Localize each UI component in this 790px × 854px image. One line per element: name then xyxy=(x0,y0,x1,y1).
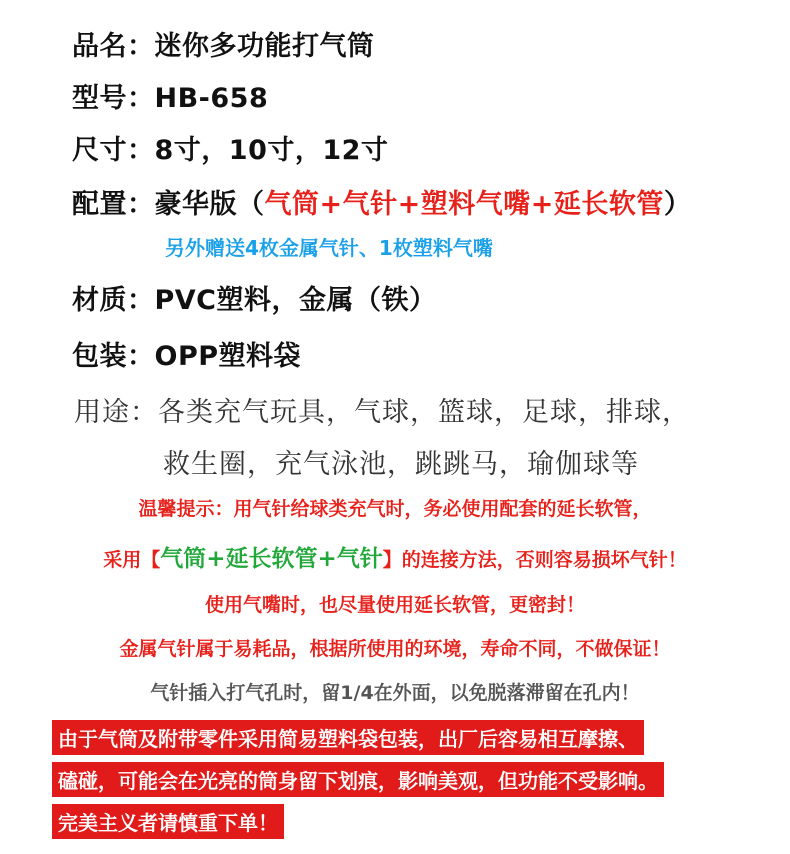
spec-config-close-paren: ） xyxy=(663,189,692,220)
spec-model-label: 型号： xyxy=(72,83,155,114)
spec-model xyxy=(72,76,268,115)
notice-line-2-highlight: 气筒+延长软管+气针 xyxy=(160,546,383,572)
warning-banner-1: 由于气筒及附带零件采用简易塑料袋包装，出厂后容易相互摩擦、 xyxy=(52,720,644,755)
spec-material-value: PVC塑料，金属（铁） xyxy=(154,285,437,316)
spec-material xyxy=(72,278,437,317)
spec-size xyxy=(72,128,388,167)
spec-usage-value-2: 救生圈，充气泳池，跳跳马，瑜伽球等 xyxy=(163,449,639,480)
notice-line-1: 温馨提示：用气针给球类充气时，务必使用配套的延长软管， xyxy=(138,498,652,520)
notice-line-4: 金属气针属于易耗品，根据所使用的环境，寿命不同，不做保证！ xyxy=(119,638,671,660)
spec-size-label: 尺寸： xyxy=(72,135,155,166)
spec-name xyxy=(72,24,375,63)
spec-packaging xyxy=(72,334,301,373)
notice-line-2-pre: 采用【 xyxy=(103,549,161,571)
spec-config-label: 配置： xyxy=(72,189,155,220)
spec-material-label: 材质： xyxy=(72,285,155,316)
spec-usage-line1 xyxy=(74,390,690,429)
spec-config-bonus: 另外赠送4枚金属气针、1枚塑料气嘴 xyxy=(165,236,493,260)
spec-config-open-paren: （ xyxy=(237,189,265,220)
spec-usage-label: 用途： xyxy=(74,397,158,428)
spec-size-value: 8寸，10寸，12寸 xyxy=(154,135,389,166)
notice-line-5: 气针插入打气孔时，留1/4在外面，以免脱落滞留在孔内！ xyxy=(150,682,640,704)
spec-config-parts: 气筒+气针+塑料气嘴+延长软管 xyxy=(264,189,664,220)
warning-banner-3: 完美主义者请慎重下单！ xyxy=(52,804,284,839)
spec-packaging-label: 包装： xyxy=(72,341,155,372)
notice-line-2 xyxy=(0,540,790,573)
spec-name-label: 品名： xyxy=(72,31,155,62)
warning-banner-2: 磕碰，可能会在光亮的筒身留下划痕，影响美观，但功能不受影响。 xyxy=(52,762,664,797)
spec-model-value: HB-658 xyxy=(154,83,269,114)
spec-config xyxy=(72,182,691,221)
spec-packaging-value: OPP塑料袋 xyxy=(154,341,302,372)
spec-config-edition: 豪华版 xyxy=(154,189,237,220)
spec-usage-value-1: 各类充气玩具，气球，篮球，足球，排球， xyxy=(158,397,690,428)
notice-line-3: 使用气嘴时，也尽量使用延长软管，更密封！ xyxy=(204,594,585,616)
spec-name-value: 迷你多功能打气筒 xyxy=(154,31,375,62)
notice-line-2-post: 】的连接方法，否则容易损坏气针！ xyxy=(382,549,687,571)
